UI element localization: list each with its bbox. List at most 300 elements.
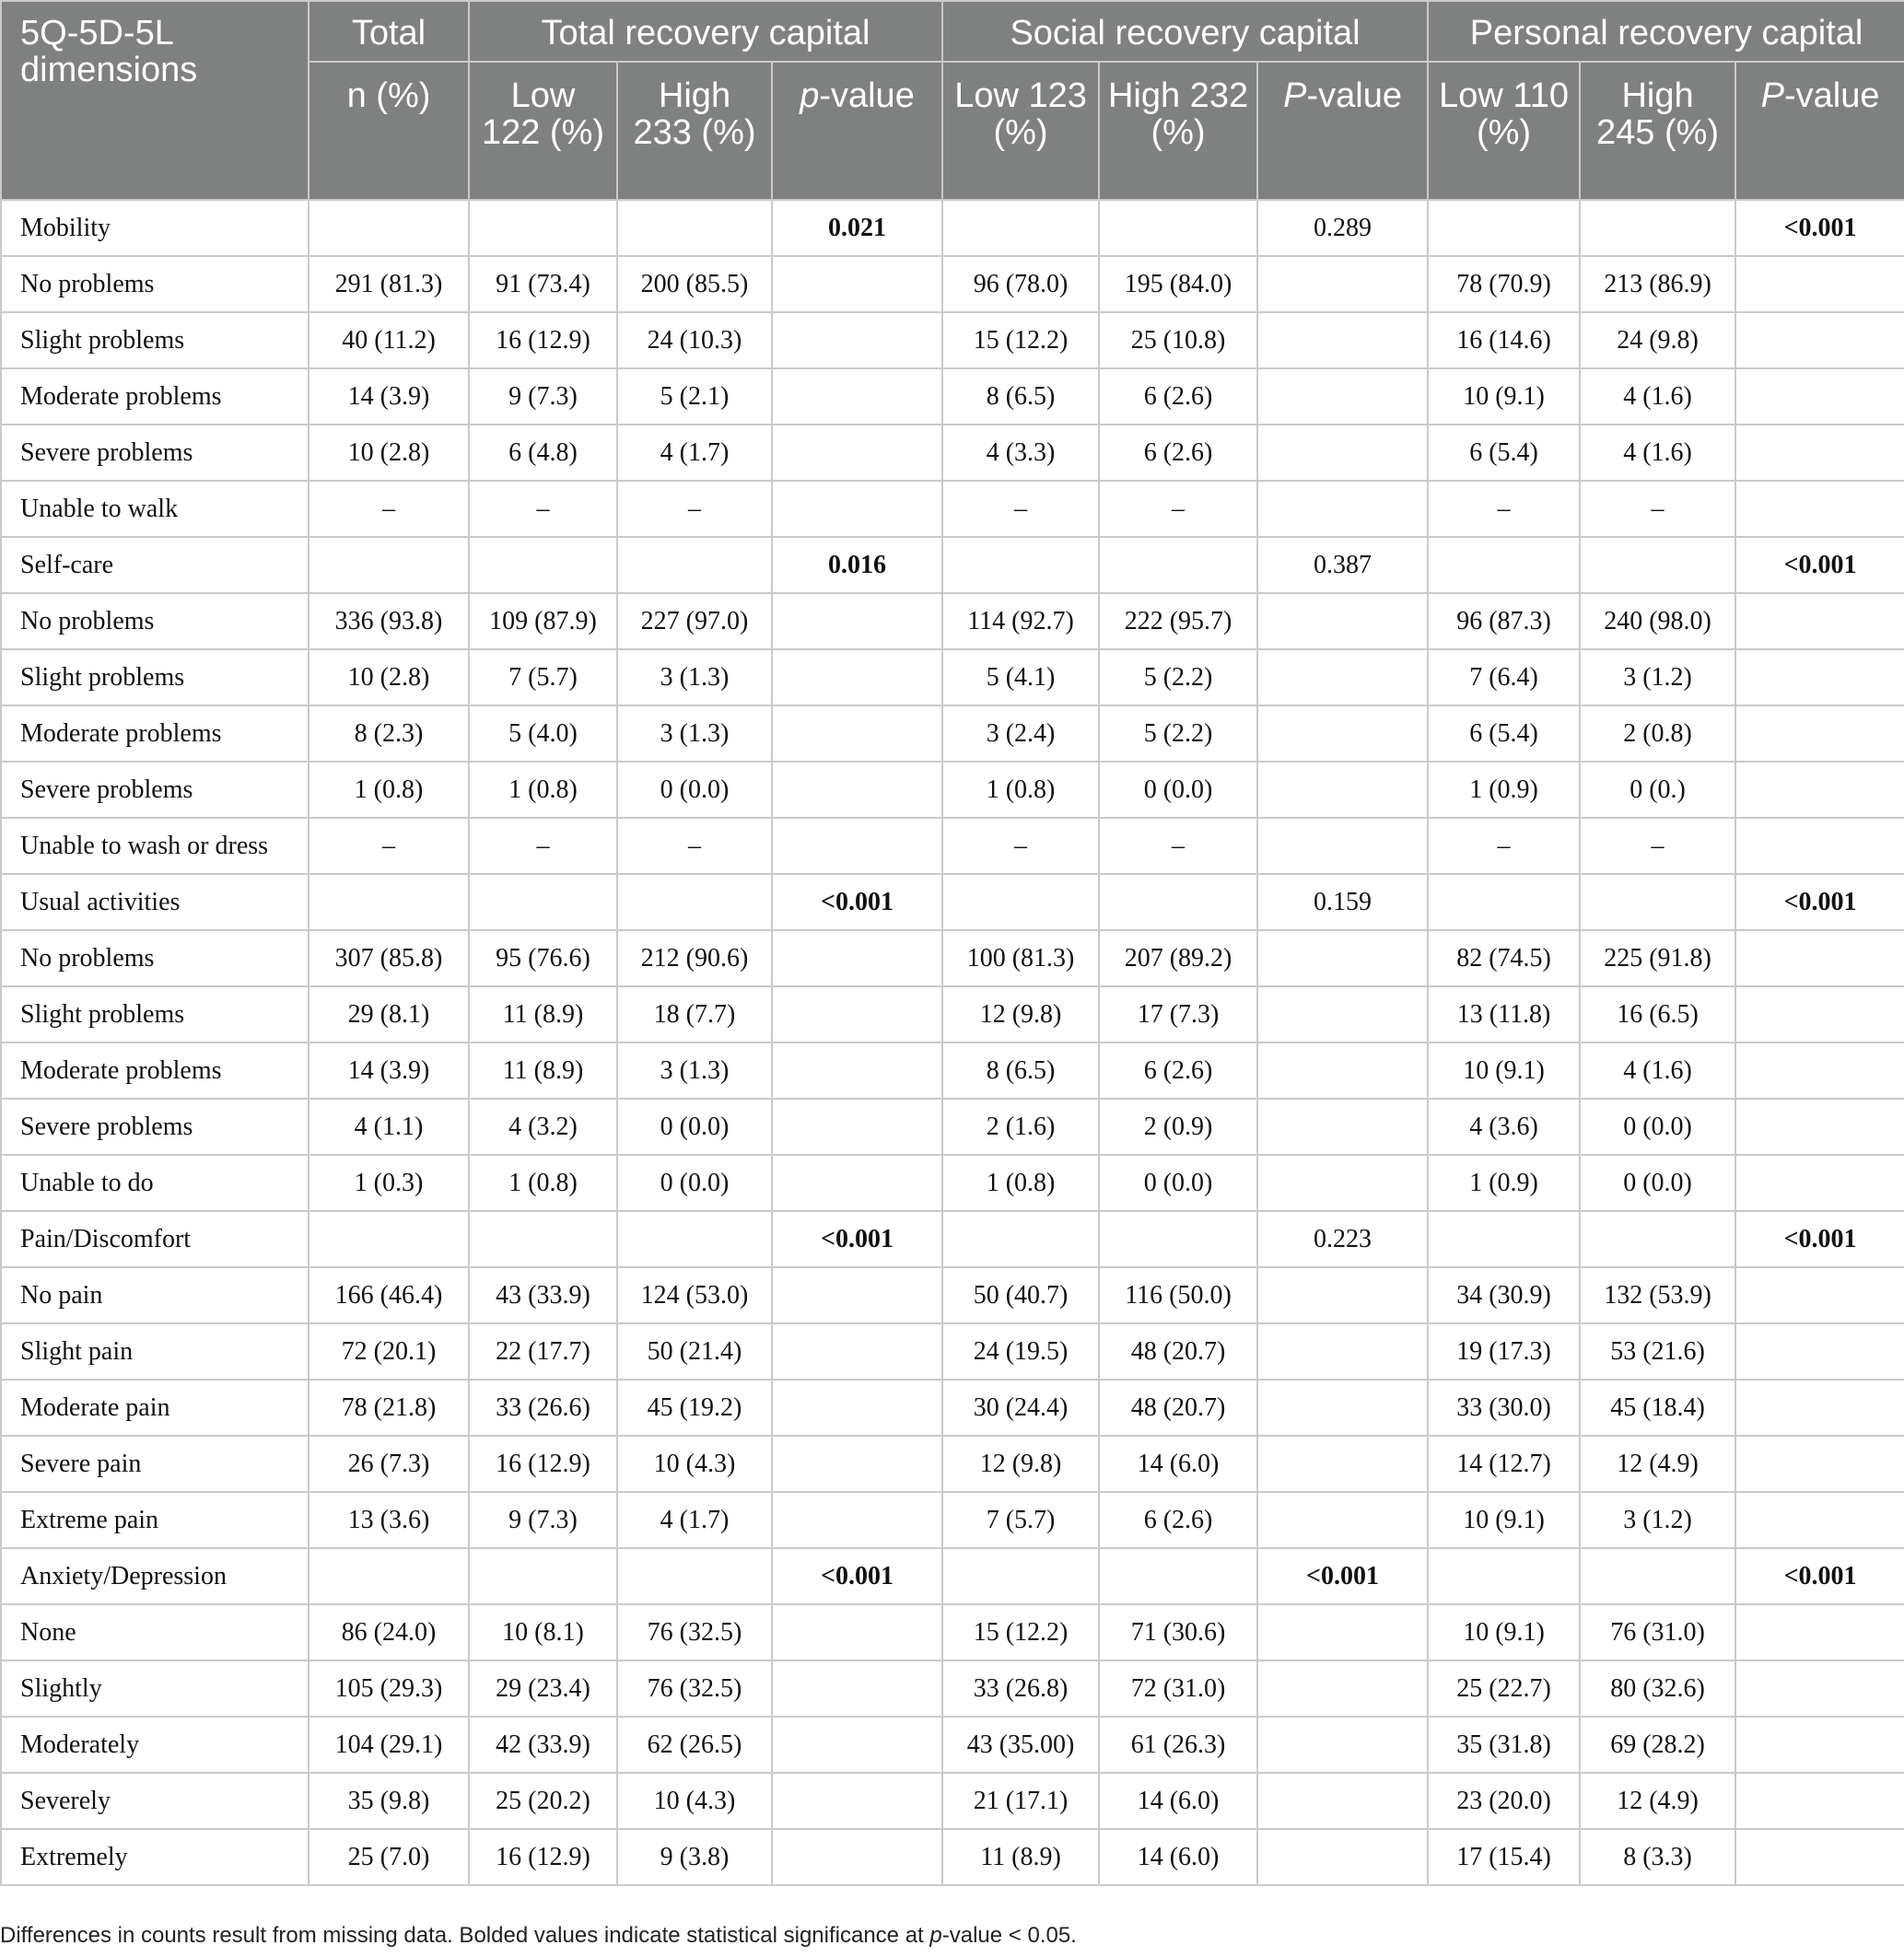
cell-personal-pvalue bbox=[1735, 1604, 1904, 1660]
cell-personal-high: 3 (1.2) bbox=[1580, 649, 1735, 705]
cell-personal-pvalue bbox=[1735, 986, 1904, 1043]
cell-total-high: 18 (7.7) bbox=[617, 986, 772, 1043]
cell-personal-low: 10 (9.1) bbox=[1428, 368, 1580, 425]
cell-personal-high: 213 (86.9) bbox=[1580, 256, 1735, 312]
cell-total-low: 42 (33.9) bbox=[469, 1717, 617, 1773]
cell-social-high: 14 (6.0) bbox=[1099, 1829, 1257, 1885]
cell-personal-pvalue bbox=[1735, 312, 1904, 368]
cell-personal-high: – bbox=[1580, 481, 1735, 537]
cell-personal-high: 4 (1.6) bbox=[1580, 425, 1735, 481]
cell-total-pvalue bbox=[772, 425, 942, 481]
cell-total-pvalue bbox=[772, 1492, 942, 1548]
cell-total-n: 1 (0.3) bbox=[309, 1155, 469, 1211]
level-label: Severe problems bbox=[1, 1099, 309, 1155]
cell-social-high: 0 (0.0) bbox=[1099, 1155, 1257, 1211]
cell-total-pvalue bbox=[772, 593, 942, 649]
level-label: Extreme pain bbox=[1, 1492, 309, 1548]
cell-total-high: 50 (21.4) bbox=[617, 1323, 772, 1380]
cell-total-pvalue: 0.021 bbox=[772, 200, 942, 256]
header-personal-pvalue bbox=[1735, 62, 1904, 200]
dimension-label: Anxiety/Depression bbox=[1, 1548, 309, 1604]
cell-total-pvalue bbox=[772, 312, 942, 368]
cell-total-n bbox=[309, 200, 469, 256]
level-label: No problems bbox=[1, 593, 309, 649]
cell-personal-pvalue bbox=[1735, 1380, 1904, 1436]
cell-total-pvalue: <0.001 bbox=[772, 1548, 942, 1604]
header-dimensions: 5Q-5D-5L dimensions bbox=[1, 1, 309, 200]
cell-total-pvalue bbox=[772, 1660, 942, 1717]
cell-personal-pvalue bbox=[1735, 1492, 1904, 1548]
cell-total-low: 5 (4.0) bbox=[469, 705, 617, 762]
cell-personal-pvalue bbox=[1735, 1660, 1904, 1717]
cell-social-low bbox=[942, 537, 1099, 593]
cell-personal-low: 23 (20.0) bbox=[1428, 1773, 1580, 1829]
cell-social-pvalue bbox=[1257, 481, 1428, 537]
cell-social-low: 21 (17.1) bbox=[942, 1773, 1099, 1829]
table-row bbox=[1, 1604, 1904, 1660]
cell-personal-pvalue: <0.001 bbox=[1735, 1211, 1904, 1267]
cell-personal-high bbox=[1580, 874, 1735, 930]
level-label: Severe pain bbox=[1, 1436, 309, 1492]
cell-social-pvalue bbox=[1257, 986, 1428, 1043]
cell-total-low: 11 (8.9) bbox=[469, 1043, 617, 1099]
cell-personal-high: 16 (6.5) bbox=[1580, 986, 1735, 1043]
header-social-p-rest: -value bbox=[1306, 76, 1402, 115]
table-row bbox=[1, 368, 1904, 425]
cell-social-high: 6 (2.6) bbox=[1099, 1492, 1257, 1548]
header-total-low: Low 122 (%) bbox=[469, 62, 617, 200]
cell-social-high: – bbox=[1099, 481, 1257, 537]
cell-personal-low: 34 (30.9) bbox=[1428, 1267, 1580, 1323]
cell-personal-pvalue bbox=[1735, 1773, 1904, 1829]
cell-personal-high: – bbox=[1580, 818, 1735, 874]
cell-personal-low: 13 (11.8) bbox=[1428, 986, 1580, 1043]
cell-social-pvalue bbox=[1257, 930, 1428, 986]
cell-social-low: 33 (26.8) bbox=[942, 1660, 1099, 1717]
dimension-header-row bbox=[1, 1211, 1904, 1267]
cell-total-n bbox=[309, 1211, 469, 1267]
cell-social-pvalue bbox=[1257, 312, 1428, 368]
cell-total-pvalue bbox=[772, 1436, 942, 1492]
cell-total-low: 22 (17.7) bbox=[469, 1323, 617, 1380]
cell-personal-low: – bbox=[1428, 481, 1580, 537]
cell-social-pvalue bbox=[1257, 1323, 1428, 1380]
cell-total-pvalue bbox=[772, 930, 942, 986]
cell-total-n: 35 (9.8) bbox=[309, 1773, 469, 1829]
cell-social-low: – bbox=[942, 481, 1099, 537]
cell-total-n: 72 (20.1) bbox=[309, 1323, 469, 1380]
cell-personal-high bbox=[1580, 1548, 1735, 1604]
cell-personal-high: 0 (0.0) bbox=[1580, 1155, 1735, 1211]
cell-total-high: 3 (1.3) bbox=[617, 1043, 772, 1099]
cell-total-pvalue bbox=[772, 1043, 942, 1099]
cell-social-low: 4 (3.3) bbox=[942, 425, 1099, 481]
cell-total-n: 307 (85.8) bbox=[309, 930, 469, 986]
cell-personal-pvalue bbox=[1735, 1043, 1904, 1099]
cell-social-low: 8 (6.5) bbox=[942, 1043, 1099, 1099]
cell-personal-low: 78 (70.9) bbox=[1428, 256, 1580, 312]
cell-total-low bbox=[469, 1211, 617, 1267]
cell-total-low: – bbox=[469, 481, 617, 537]
cell-personal-high: 2 (0.8) bbox=[1580, 705, 1735, 762]
header-total-high: High 233 (%) bbox=[617, 62, 772, 200]
cell-personal-low: 82 (74.5) bbox=[1428, 930, 1580, 986]
cell-personal-low bbox=[1428, 200, 1580, 256]
cell-personal-high: 12 (4.9) bbox=[1580, 1773, 1735, 1829]
cell-personal-high bbox=[1580, 200, 1735, 256]
cell-total-high: 3 (1.3) bbox=[617, 649, 772, 705]
cell-total-low: 91 (73.4) bbox=[469, 256, 617, 312]
cell-total-high: 10 (4.3) bbox=[617, 1436, 772, 1492]
cell-total-n bbox=[309, 874, 469, 930]
table-row bbox=[1, 593, 1904, 649]
cell-personal-pvalue bbox=[1735, 368, 1904, 425]
cell-total-low: 16 (12.9) bbox=[469, 1829, 617, 1885]
cell-personal-pvalue bbox=[1735, 1829, 1904, 1885]
cell-personal-pvalue: <0.001 bbox=[1735, 200, 1904, 256]
cell-social-low: 1 (0.8) bbox=[942, 762, 1099, 818]
cell-social-pvalue bbox=[1257, 705, 1428, 762]
level-label: Severe problems bbox=[1, 425, 309, 481]
cell-total-n: 25 (7.0) bbox=[309, 1829, 469, 1885]
level-label: No pain bbox=[1, 1267, 309, 1323]
cell-social-high: 61 (26.3) bbox=[1099, 1717, 1257, 1773]
cell-social-low bbox=[942, 874, 1099, 930]
cell-total-high: 45 (19.2) bbox=[617, 1380, 772, 1436]
cell-social-high: 71 (30.6) bbox=[1099, 1604, 1257, 1660]
cell-personal-high: 225 (91.8) bbox=[1580, 930, 1735, 986]
cell-total-n: 29 (8.1) bbox=[309, 986, 469, 1043]
cell-total-low: 16 (12.9) bbox=[469, 1436, 617, 1492]
cell-social-high: – bbox=[1099, 818, 1257, 874]
table-row bbox=[1, 1267, 1904, 1323]
cell-total-high: – bbox=[617, 818, 772, 874]
level-label: Slight problems bbox=[1, 312, 309, 368]
cell-social-high: 48 (20.7) bbox=[1099, 1380, 1257, 1436]
cell-total-pvalue bbox=[772, 256, 942, 312]
cell-total-n: 291 (81.3) bbox=[309, 256, 469, 312]
cell-personal-high: 53 (21.6) bbox=[1580, 1323, 1735, 1380]
cell-personal-high: 240 (98.0) bbox=[1580, 593, 1735, 649]
cell-personal-low: – bbox=[1428, 818, 1580, 874]
header-total: Total bbox=[309, 1, 469, 62]
cell-total-pvalue bbox=[772, 1717, 942, 1773]
cell-social-low: 3 (2.4) bbox=[942, 705, 1099, 762]
level-label: Moderate problems bbox=[1, 368, 309, 425]
header-social-p-letter: P bbox=[1283, 76, 1307, 115]
cell-personal-low: 16 (14.6) bbox=[1428, 312, 1580, 368]
cell-social-pvalue: <0.001 bbox=[1257, 1548, 1428, 1604]
cell-personal-pvalue bbox=[1735, 649, 1904, 705]
dimension-label: Mobility bbox=[1, 200, 309, 256]
cell-total-pvalue bbox=[772, 649, 942, 705]
cell-social-low: 12 (9.8) bbox=[942, 986, 1099, 1043]
cell-social-high: 2 (0.9) bbox=[1099, 1099, 1257, 1155]
cell-social-low: 100 (81.3) bbox=[942, 930, 1099, 986]
cell-total-n: 1 (0.8) bbox=[309, 762, 469, 818]
cell-personal-high: 24 (9.8) bbox=[1580, 312, 1735, 368]
cell-social-low: 8 (6.5) bbox=[942, 368, 1099, 425]
header-group-personal-recovery: Personal recovery capital bbox=[1428, 1, 1904, 62]
cell-personal-low: 35 (31.8) bbox=[1428, 1717, 1580, 1773]
table-row bbox=[1, 930, 1904, 986]
table-row bbox=[1, 425, 1904, 481]
cell-total-n: – bbox=[309, 818, 469, 874]
cell-total-pvalue: 0.016 bbox=[772, 537, 942, 593]
table-row bbox=[1, 1773, 1904, 1829]
cell-personal-high: 0 (0.0) bbox=[1580, 1099, 1735, 1155]
cell-personal-low: 6 (5.4) bbox=[1428, 705, 1580, 762]
cell-social-high: 6 (2.6) bbox=[1099, 368, 1257, 425]
cell-total-n: – bbox=[309, 481, 469, 537]
cell-social-high bbox=[1099, 1548, 1257, 1604]
cell-personal-high bbox=[1580, 537, 1735, 593]
cell-total-low bbox=[469, 874, 617, 930]
cell-total-low: 25 (20.2) bbox=[469, 1773, 617, 1829]
cell-social-high: 116 (50.0) bbox=[1099, 1267, 1257, 1323]
cell-social-pvalue bbox=[1257, 593, 1428, 649]
table-row bbox=[1, 1043, 1904, 1099]
cell-social-high bbox=[1099, 1211, 1257, 1267]
cell-total-pvalue bbox=[772, 1380, 942, 1436]
cell-personal-low: 10 (9.1) bbox=[1428, 1043, 1580, 1099]
cell-social-high: 17 (7.3) bbox=[1099, 986, 1257, 1043]
table-row bbox=[1, 986, 1904, 1043]
cell-total-pvalue bbox=[772, 1155, 942, 1211]
cell-social-low: 43 (35.00) bbox=[942, 1717, 1099, 1773]
cell-total-n: 166 (46.4) bbox=[309, 1267, 469, 1323]
level-label: Moderate problems bbox=[1, 705, 309, 762]
cell-social-pvalue bbox=[1257, 425, 1428, 481]
table-row bbox=[1, 1155, 1904, 1211]
header-group-social-recovery: Social recovery capital bbox=[942, 1, 1428, 62]
level-label: Slightly bbox=[1, 1660, 309, 1717]
cell-social-low bbox=[942, 1211, 1099, 1267]
level-label: Slight problems bbox=[1, 649, 309, 705]
cell-social-pvalue bbox=[1257, 1773, 1428, 1829]
cell-total-n: 10 (2.8) bbox=[309, 425, 469, 481]
cell-total-high: – bbox=[617, 481, 772, 537]
cell-personal-low bbox=[1428, 1548, 1580, 1604]
cell-total-pvalue bbox=[772, 818, 942, 874]
cell-personal-pvalue bbox=[1735, 1436, 1904, 1492]
level-label: Unable to walk bbox=[1, 481, 309, 537]
cell-personal-pvalue bbox=[1735, 1717, 1904, 1773]
cell-social-low: 15 (12.2) bbox=[942, 1604, 1099, 1660]
cell-total-pvalue bbox=[772, 762, 942, 818]
cell-personal-high: 80 (32.6) bbox=[1580, 1660, 1735, 1717]
cell-personal-high: 0 (0.) bbox=[1580, 762, 1735, 818]
header-total-pvalue bbox=[772, 62, 942, 200]
cell-total-pvalue bbox=[772, 986, 942, 1043]
cell-personal-low bbox=[1428, 537, 1580, 593]
table-row bbox=[1, 1436, 1904, 1492]
cell-social-pvalue bbox=[1257, 1717, 1428, 1773]
cell-total-high: 227 (97.0) bbox=[617, 593, 772, 649]
cell-social-pvalue bbox=[1257, 1380, 1428, 1436]
cell-total-high: 76 (32.5) bbox=[617, 1604, 772, 1660]
cell-social-high: 72 (31.0) bbox=[1099, 1660, 1257, 1717]
level-label: No problems bbox=[1, 930, 309, 986]
cell-personal-pvalue bbox=[1735, 818, 1904, 874]
cell-total-high: 212 (90.6) bbox=[617, 930, 772, 986]
header-total-n: n (%) bbox=[309, 62, 469, 200]
dimension-label: Usual activities bbox=[1, 874, 309, 930]
cell-total-high: 200 (85.5) bbox=[617, 256, 772, 312]
header-total-p-rest: -value bbox=[819, 76, 915, 115]
header-group-total-recovery: Total recovery capital bbox=[469, 1, 942, 62]
level-label: Moderate pain bbox=[1, 1380, 309, 1436]
cell-total-low: 6 (4.8) bbox=[469, 425, 617, 481]
header-social-low: Low 123 (%) bbox=[942, 62, 1099, 200]
cell-social-pvalue: 0.387 bbox=[1257, 537, 1428, 593]
cell-social-low: 50 (40.7) bbox=[942, 1267, 1099, 1323]
level-label: Moderately bbox=[1, 1717, 309, 1773]
cell-total-low bbox=[469, 537, 617, 593]
cell-total-pvalue bbox=[772, 1099, 942, 1155]
cell-total-low: – bbox=[469, 818, 617, 874]
cell-personal-low: 17 (15.4) bbox=[1428, 1829, 1580, 1885]
cell-social-low: 12 (9.8) bbox=[942, 1436, 1099, 1492]
cell-personal-pvalue bbox=[1735, 481, 1904, 537]
cell-personal-low: 14 (12.7) bbox=[1428, 1436, 1580, 1492]
cell-total-pvalue bbox=[772, 1323, 942, 1380]
cell-total-high bbox=[617, 200, 772, 256]
header-personal-p-rest: -value bbox=[1783, 76, 1880, 115]
cell-total-n: 8 (2.3) bbox=[309, 705, 469, 762]
cell-personal-pvalue bbox=[1735, 425, 1904, 481]
cell-social-pvalue bbox=[1257, 1155, 1428, 1211]
cell-total-low: 9 (7.3) bbox=[469, 368, 617, 425]
cell-total-low bbox=[469, 1548, 617, 1604]
table-row bbox=[1, 1717, 1904, 1773]
cell-total-pvalue: <0.001 bbox=[772, 874, 942, 930]
cell-social-pvalue bbox=[1257, 1043, 1428, 1099]
cell-social-high bbox=[1099, 874, 1257, 930]
cell-social-high: 5 (2.2) bbox=[1099, 705, 1257, 762]
level-label: Severe problems bbox=[1, 762, 309, 818]
cell-social-low: 7 (5.7) bbox=[942, 1492, 1099, 1548]
header-total-p-letter: p bbox=[800, 76, 820, 115]
cell-total-low: 33 (26.6) bbox=[469, 1380, 617, 1436]
cell-social-low: 96 (78.0) bbox=[942, 256, 1099, 312]
cell-social-low: – bbox=[942, 818, 1099, 874]
cell-total-n: 104 (29.1) bbox=[309, 1717, 469, 1773]
cell-social-high: 222 (95.7) bbox=[1099, 593, 1257, 649]
cell-personal-low bbox=[1428, 874, 1580, 930]
level-label: No problems bbox=[1, 256, 309, 312]
table-row bbox=[1, 256, 1904, 312]
cell-total-low: 43 (33.9) bbox=[469, 1267, 617, 1323]
cell-total-n: 13 (3.6) bbox=[309, 1492, 469, 1548]
cell-total-low: 1 (0.8) bbox=[469, 1155, 617, 1211]
cell-social-pvalue: 0.223 bbox=[1257, 1211, 1428, 1267]
cell-personal-pvalue bbox=[1735, 593, 1904, 649]
cell-personal-pvalue bbox=[1735, 1099, 1904, 1155]
table-row bbox=[1, 1323, 1904, 1380]
level-label: Severely bbox=[1, 1773, 309, 1829]
table-row bbox=[1, 818, 1904, 874]
cell-total-pvalue: <0.001 bbox=[772, 1211, 942, 1267]
cell-social-low: 30 (24.4) bbox=[942, 1380, 1099, 1436]
cell-total-low: 11 (8.9) bbox=[469, 986, 617, 1043]
cell-personal-low: 1 (0.9) bbox=[1428, 762, 1580, 818]
cell-personal-low: 33 (30.0) bbox=[1428, 1380, 1580, 1436]
dimension-header-row bbox=[1, 874, 1904, 930]
footnote-text-post: -value < 0.05. bbox=[941, 1923, 1077, 1948]
cell-social-pvalue bbox=[1257, 368, 1428, 425]
dimension-label: Pain/Discomfort bbox=[1, 1211, 309, 1267]
cell-personal-high: 69 (28.2) bbox=[1580, 1717, 1735, 1773]
cell-total-high bbox=[617, 874, 772, 930]
table-row bbox=[1, 1099, 1904, 1155]
cell-total-low: 1 (0.8) bbox=[469, 762, 617, 818]
dimension-header-row bbox=[1, 537, 1904, 593]
cell-personal-low: 4 (3.6) bbox=[1428, 1099, 1580, 1155]
cell-personal-high bbox=[1580, 1211, 1735, 1267]
cell-total-n bbox=[309, 1548, 469, 1604]
cell-social-high: 14 (6.0) bbox=[1099, 1436, 1257, 1492]
table-header bbox=[1, 1, 1904, 200]
cell-total-n: 40 (11.2) bbox=[309, 312, 469, 368]
level-label: None bbox=[1, 1604, 309, 1660]
cell-total-low: 10 (8.1) bbox=[469, 1604, 617, 1660]
cell-social-pvalue bbox=[1257, 1660, 1428, 1717]
cell-total-high: 76 (32.5) bbox=[617, 1660, 772, 1717]
cell-total-pvalue bbox=[772, 1773, 942, 1829]
cell-total-low: 9 (7.3) bbox=[469, 1492, 617, 1548]
level-label: Unable to do bbox=[1, 1155, 309, 1211]
cell-personal-high: 4 (1.6) bbox=[1580, 368, 1735, 425]
cell-social-low: 24 (19.5) bbox=[942, 1323, 1099, 1380]
cell-personal-low: 10 (9.1) bbox=[1428, 1492, 1580, 1548]
cell-social-high: 48 (20.7) bbox=[1099, 1323, 1257, 1380]
cell-social-low: 2 (1.6) bbox=[942, 1099, 1099, 1155]
cell-personal-pvalue: <0.001 bbox=[1735, 874, 1904, 930]
cell-social-high: 195 (84.0) bbox=[1099, 256, 1257, 312]
level-label: Moderate problems bbox=[1, 1043, 309, 1099]
cell-social-high: 14 (6.0) bbox=[1099, 1773, 1257, 1829]
cell-total-low bbox=[469, 200, 617, 256]
header-personal-low: Low 110 (%) bbox=[1428, 62, 1580, 200]
cell-total-n bbox=[309, 537, 469, 593]
cell-total-high: 0 (0.0) bbox=[617, 1099, 772, 1155]
cell-social-low: 11 (8.9) bbox=[942, 1829, 1099, 1885]
cell-total-n: 14 (3.9) bbox=[309, 1043, 469, 1099]
cell-total-high: 62 (26.5) bbox=[617, 1717, 772, 1773]
cell-personal-pvalue bbox=[1735, 930, 1904, 986]
cell-social-low: 5 (4.1) bbox=[942, 649, 1099, 705]
header-social-high: High 232 (%) bbox=[1099, 62, 1257, 200]
cell-total-n: 10 (2.8) bbox=[309, 649, 469, 705]
cell-personal-low: 10 (9.1) bbox=[1428, 1604, 1580, 1660]
cell-total-high: 4 (1.7) bbox=[617, 425, 772, 481]
table-row bbox=[1, 649, 1904, 705]
cell-total-low: 109 (87.9) bbox=[469, 593, 617, 649]
cell-personal-low: 25 (22.7) bbox=[1428, 1660, 1580, 1717]
header-social-pvalue bbox=[1257, 62, 1428, 200]
cell-personal-pvalue bbox=[1735, 1267, 1904, 1323]
footnote-text-pre: Differences in counts result from missing data. Bolded values indicate statistical significance at bbox=[0, 1923, 930, 1948]
cell-total-n: 26 (7.3) bbox=[309, 1436, 469, 1492]
header-personal-high: High 245 (%) bbox=[1580, 62, 1735, 200]
level-label: Slight problems bbox=[1, 986, 309, 1043]
cell-total-high: 124 (53.0) bbox=[617, 1267, 772, 1323]
cell-social-high: 207 (89.2) bbox=[1099, 930, 1257, 986]
cell-social-pvalue bbox=[1257, 1436, 1428, 1492]
cell-total-high: 0 (0.0) bbox=[617, 762, 772, 818]
cell-social-high: 6 (2.6) bbox=[1099, 1043, 1257, 1099]
